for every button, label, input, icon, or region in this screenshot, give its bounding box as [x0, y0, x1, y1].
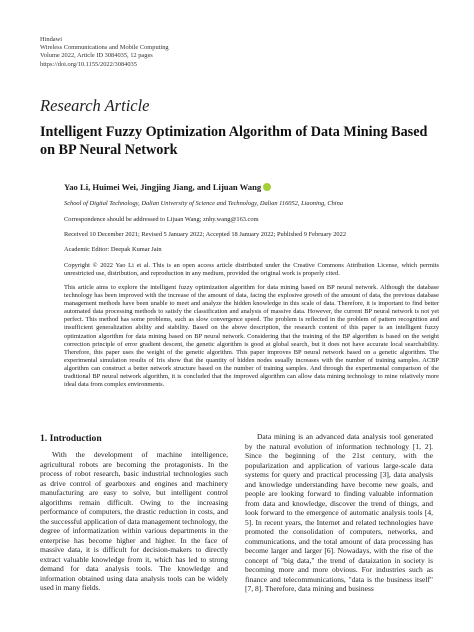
abstract: This article aims to explore the intelligent fuzzy optimization algorithm for data mining based on BP neural network. Although the database technology has been improved with the increase of the amount of data, facing the explosive growth of the amount of data, the previous database management methods have been unable to meet and analyze the hidden knowledge in this scale of data. Therefore, it is important to find better automated data processing methods to satisfy the classification and analysis of massive data. However, the current BP neural network is not yet perfect. This method has some problems, such as slow convergence speed. The problem is reflected in the problem of pattern recognition and insufficient generalization ability and stability. Based on the above description, the research content of this paper is an intelligent fuzzy optimization algorithm for data mining based on BP neural network. Considering that the training of the BP algorithm is based on the weight correction principle of error gradient descent, the genetic algorithm is good at global search, but it does not have accurate local searchability. Therefore, this paper uses the weight of the genetic algorithm. This paper improves BP neural network based on a genetic algorithm. The experimental simulation results of Iris show that the quantity of hidden nodes usually increases with the number of training samples. ACBP algorithm can construct a better network structure based on the number of training samples. And through the experimental comparison of the traditional BP neural network algorithm, it is concluded that the improved algorithm can allow data mining technology to mine relatively more ideal data from complex environments.	[64, 284, 439, 389]
introduction-right-column	[245, 432, 433, 594]
article-type: Research Article	[40, 96, 150, 115]
journal-name: Wireless Communications and Mobile Computing	[40, 44, 169, 52]
author-list	[64, 182, 271, 192]
publisher-name: Hindawi	[40, 36, 63, 43]
doi-link[interactable]: https://doi.org/10.1155/2022/3084035	[40, 60, 137, 68]
journal-header	[40, 36, 169, 69]
affiliation: School of Digital Technology, Dalian University of Science and Technology, Dalian 116052, Liaoning, China	[64, 200, 343, 207]
authors-text: Yao Li, Huimei Wei, Jingjing Jiang, and Lijuan Wang	[64, 182, 262, 192]
academic-editor: Academic Editor: Deepak Kumar Jain	[64, 246, 162, 253]
volume-info: Volume 2022, Article ID 3084035, 12 pages	[40, 52, 153, 60]
introduction-paragraph: With the development of machine intelligence, agricultural robots are becoming the protagonists. In the process of robot research, basic industrial technologies such as drive control of gearboxes and engines and machinery manufacturing are easy to solve, but intelligent control algorithms remain difficult. Owing to the increasing performance of computers, the drastic reduction in costs, and the successful application of data management technology, the degree of informatization within various departments in the enterprise has become higher and higher. In the face of massive data, it is difficult for decision-makers to directly extract valuable knowledge from it, which has led to strong demand for data analysis tools. The knowledge and information obtained using data analysis tools can be widely used in many fields.	[40, 450, 228, 592]
orcid-icon[interactable]	[263, 183, 271, 191]
article-title: Intelligent Fuzzy Optimization Algorithm of Data Mining Based on BP Neural Network	[40, 124, 428, 158]
correspondence: Correspondence should be addressed to Lijuan Wang; znhy.wang@163.com	[64, 216, 259, 223]
section-heading-introduction: 1. Introduction	[40, 433, 102, 444]
introduction-paragraph: Data mining is an advanced data analysis tool generated by the natural evolution of information technology [1, 2]. Since the beginning of the 21st century, with the popularization and application of various large-scale data systems for query and practical processing [3], data analysis and knowledge understanding have become new goals, and people are looking forward to finding valuable information from data and knowledge, discover the trend of things, and look forward to the emergence of automatic analysis tools [4, 5]. In recent years, the Internet and related technologies have promoted the consolidation of computers, networks, and communications, and the total amount of data processing has become larger and larger [6]. Nowadays, with the rise of the concept of "big data," the trend of dataization in society is becoming more and more obvious. For industries such as finance and telecommunications, "data is the business itself" [7, 8]. Therefore, data mining and business	[245, 432, 433, 593]
article-dates: Received 10 December 2021; Revised 5 January 2022; Accepted 18 January 2022; Published 9 February 2022	[64, 231, 347, 238]
introduction-left-column	[40, 450, 228, 593]
copyright-notice: Copyright © 2022 Yao Li et al. This is an open access article distributed under the Creative Commons Attribution License, which permits unrestricted use, distribution, and reproduction in any medium, provided the original work is properly cited.	[64, 262, 439, 278]
